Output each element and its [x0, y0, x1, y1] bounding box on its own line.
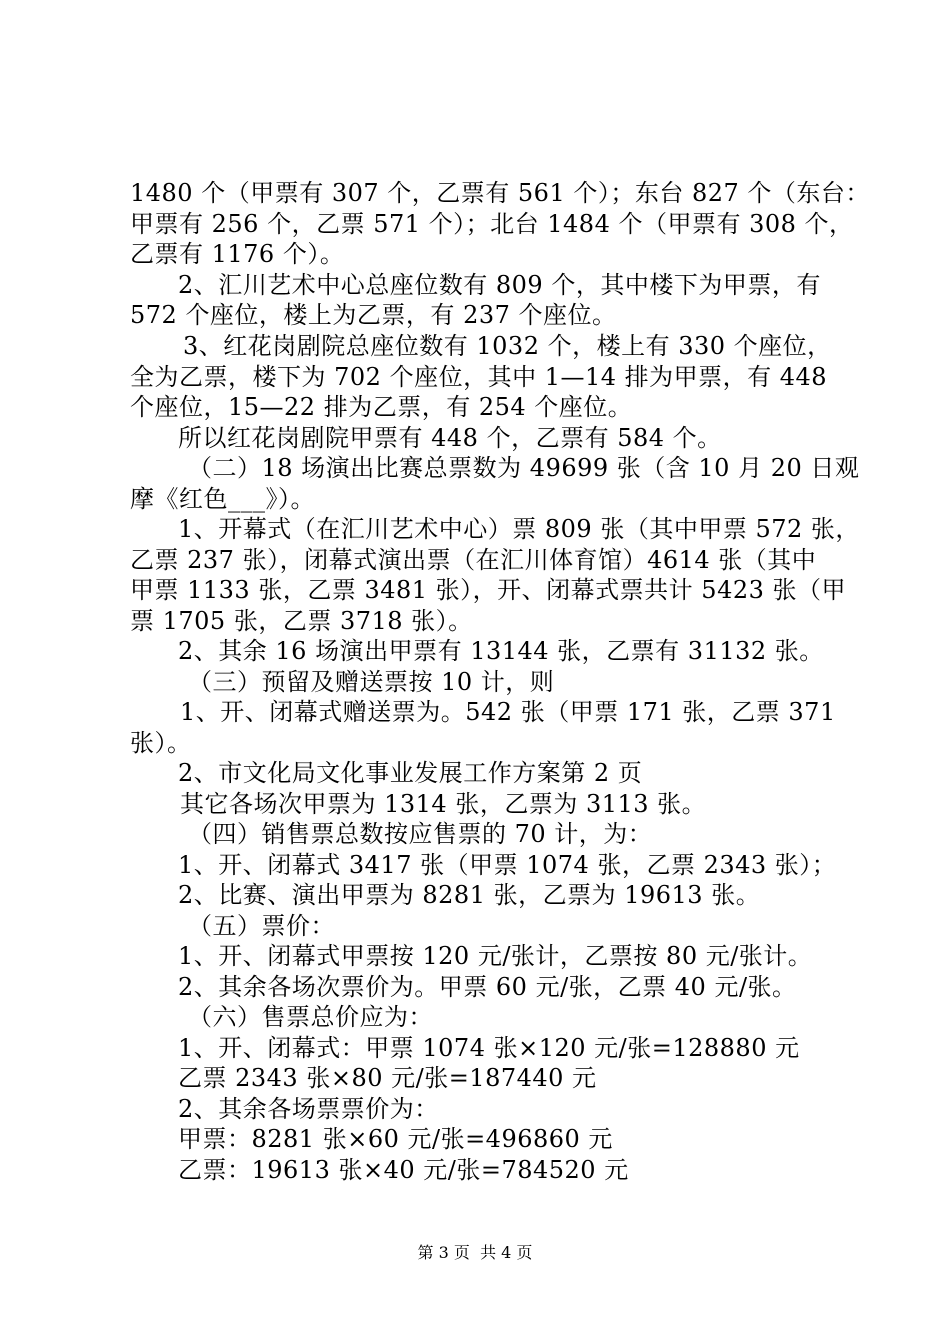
text-line: 1480 个（甲票有 307 个，乙票有 561 个）；东台 827 个（东台：: [130, 179, 870, 207]
text-line: （五）票价：: [188, 912, 335, 940]
text-line: 个座位，15—22 排为乙票，有 254 个座位。: [130, 393, 633, 421]
text-line: 572 个座位，楼上为乙票，有 237 个座位。: [130, 301, 617, 329]
text-line: 1、开、闭幕式甲票按 120 元/张计，乙票按 80 元/张计。: [178, 942, 813, 970]
text-line: 其它各场次甲票为 1314 张，乙票为 3113 张。: [180, 790, 707, 818]
text-line: （六）售票总价应为：: [188, 1003, 433, 1031]
text-line: 2、其余各场票票价为：: [178, 1095, 439, 1123]
text-line: 甲票 1133 张，乙票 3481 张），开、闭幕式票共计 5423 张（甲: [130, 576, 847, 604]
text-line: 1、开、闭幕式：甲票 1074 张×120 元/张=128880 元: [178, 1034, 800, 1062]
text-line: 全为乙票，楼下为 702 个座位，其中 1—14 排为甲票，有 448: [130, 363, 828, 391]
text-line: 2、市文化局文化事业发展工作方案第 2 页: [178, 759, 643, 787]
text-line: 1、开、闭幕式 3417 张（甲票 1074 张，乙票 2343 张）；: [178, 851, 837, 879]
text-line: 乙票 237 张），闭幕式演出票（在汇川体育馆）4614 张（其中: [130, 546, 817, 574]
text-line: （二）18 场演出比赛总票数为 49699 张（含 10 月 20 日观: [188, 454, 860, 482]
text-line: 1、开幕式（在汇川艺术中心）票 809 张（其中甲票 572 张，: [178, 515, 860, 543]
text-line: 甲票：8281 张×60 元/张=496860 元: [178, 1125, 613, 1153]
text-line: 乙票 2343 张×80 元/张=187440 元: [178, 1064, 597, 1092]
text-line: 所以红花岗剧院甲票有 448 个，乙票有 584 个。: [178, 424, 722, 452]
text-line: 2、比赛、演出甲票为 8281 张，乙票为 19613 张。: [178, 881, 761, 909]
text-line: 摩《红色___》）。: [130, 485, 315, 513]
text-line: 2、汇川艺术中心总座位数有 809 个，其中楼下为甲票，有: [178, 271, 821, 299]
text-line: 乙票：19613 张×40 元/张=784520 元: [178, 1156, 629, 1184]
text-line: 3、红花岗剧院总座位数有 1032 个，楼上有 330 个座位，: [183, 332, 832, 360]
text-line: 乙票有 1176 个）。: [130, 240, 345, 268]
text-line: 票 1705 张，乙票 3718 张）。: [130, 607, 473, 635]
page-footer: 第 3 页 共 4 页: [417, 1243, 533, 1262]
text-line: 甲票有 256 个，乙票 571 个）；北台 1484 个（甲票有 308 个，: [130, 210, 854, 238]
text-line: 张）。: [130, 729, 192, 757]
text-line: （三）预留及赠送票按 10 计，则: [188, 668, 555, 696]
text-line: 2、其余 16 场演出甲票有 13144 张，乙票有 31132 张。: [178, 637, 824, 665]
text-line: 2、其余各场次票价为。甲票 60 元/张，乙票 40 元/张。: [178, 973, 797, 1001]
text-line: 1、开、闭幕式赠送票为。542 张（甲票 171 张，乙票 371: [180, 698, 836, 726]
text-line: （四）销售票总数按应售票的 70 计，为：: [188, 820, 653, 848]
